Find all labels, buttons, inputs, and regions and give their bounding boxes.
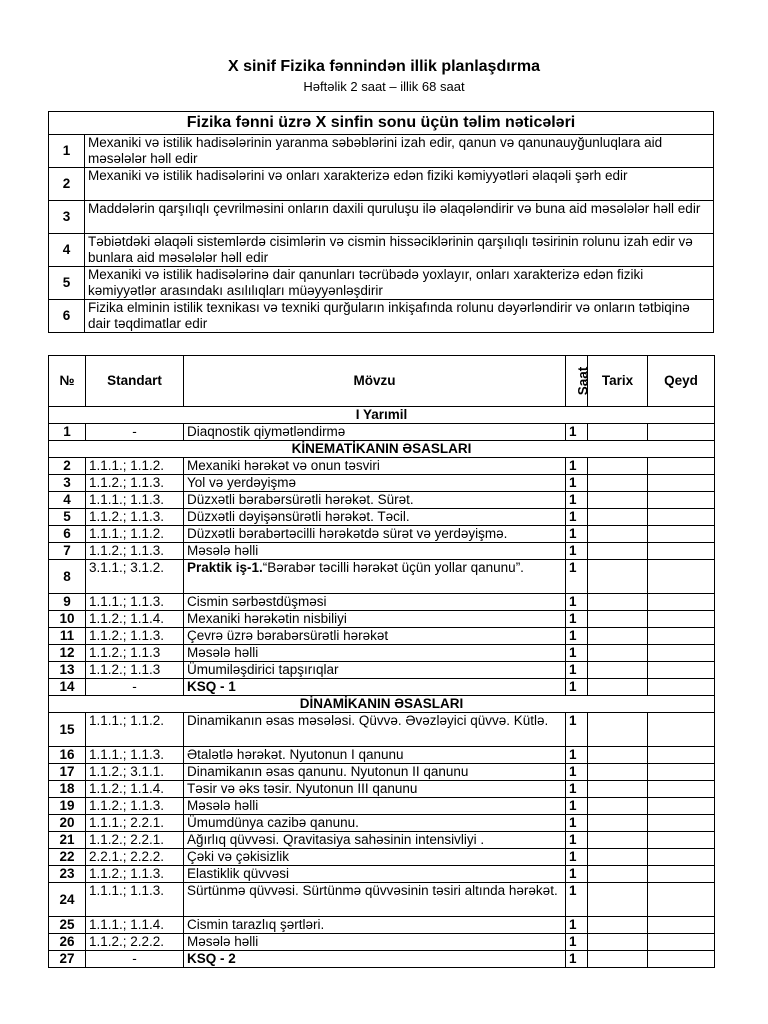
row-note bbox=[648, 645, 715, 662]
row-date bbox=[588, 798, 648, 815]
row-date bbox=[588, 713, 648, 747]
annual-plan-table bbox=[48, 355, 715, 968]
col-header-note: Qeyd bbox=[648, 356, 715, 407]
table-row bbox=[49, 815, 715, 832]
table-row bbox=[49, 832, 715, 849]
row-date bbox=[588, 509, 648, 526]
row-standard: 1.1.2.; 1.1.4. bbox=[86, 781, 184, 798]
row-hours: 1 bbox=[566, 798, 588, 815]
row-number: 15 bbox=[49, 713, 86, 747]
row-hours: 1 bbox=[566, 951, 588, 968]
row-note bbox=[648, 611, 715, 628]
row-date bbox=[588, 747, 648, 764]
row-topic-text: Təsir və əks təsir. Nyutonun III qanunu bbox=[187, 781, 418, 796]
row-note bbox=[648, 849, 715, 866]
row-topic bbox=[184, 713, 566, 747]
row-note bbox=[648, 543, 715, 560]
row-topic bbox=[184, 509, 566, 526]
row-standard: 1.1.1.; 1.1.2. bbox=[86, 713, 184, 747]
row-number: 19 bbox=[49, 798, 86, 815]
row-hours: 1 bbox=[566, 475, 588, 492]
row-standard: 1.1.1.; 1.1.3. bbox=[86, 594, 184, 611]
table-row bbox=[49, 458, 715, 475]
row-number: 9 bbox=[49, 594, 86, 611]
row-date bbox=[588, 815, 648, 832]
row-hours: 1 bbox=[566, 560, 588, 594]
row-date bbox=[588, 628, 648, 645]
row-hours: 1 bbox=[566, 849, 588, 866]
row-topic bbox=[184, 543, 566, 560]
row-topic bbox=[184, 628, 566, 645]
outcome-row bbox=[49, 267, 714, 300]
row-number: 1 bbox=[49, 424, 86, 441]
row-standard: 1.1.2.; 1.1.3 bbox=[86, 645, 184, 662]
row-date bbox=[588, 458, 648, 475]
row-number: 22 bbox=[49, 849, 86, 866]
section-row bbox=[49, 696, 715, 713]
row-hours: 1 bbox=[566, 883, 588, 917]
table-row bbox=[49, 662, 715, 679]
row-topic bbox=[184, 798, 566, 815]
row-note bbox=[648, 747, 715, 764]
outcome-number: 1 bbox=[49, 135, 85, 168]
table-row bbox=[49, 424, 715, 441]
outcome-text: Mexaniki və istilik hadisələrini və onları xarakterizə edən fiziki kəmiyyətləri əlaqəli şərh edir bbox=[85, 168, 714, 201]
row-note bbox=[648, 781, 715, 798]
table-row bbox=[49, 781, 715, 798]
row-topic-text: Sürtünmə qüvvəsi. Sürtünmə qüvvəsinin təsiri altında hərəkət. bbox=[187, 883, 558, 898]
outcome-number: 6 bbox=[49, 300, 85, 333]
table-row bbox=[49, 526, 715, 543]
col-header-hours-label: Saat bbox=[575, 366, 591, 396]
row-number: 10 bbox=[49, 611, 86, 628]
row-number: 21 bbox=[49, 832, 86, 849]
row-topic bbox=[184, 645, 566, 662]
row-topic-text: Düzxətli dəyişənsürətli hərəkət. Təcil. bbox=[187, 509, 410, 524]
row-number: 12 bbox=[49, 645, 86, 662]
table-row bbox=[49, 475, 715, 492]
row-standard: 1.1.2.; 3.1.1. bbox=[86, 764, 184, 781]
row-note bbox=[648, 509, 715, 526]
table-row bbox=[49, 611, 715, 628]
page-title: X sinif Fizika fənnindən illik planlaşdırma bbox=[227, 58, 541, 75]
outcomes-heading-row bbox=[49, 112, 714, 135]
outcome-text: Fizika elminin istilik texnikası və texniki qurğuların inkişafında rolunu dəyərləndirir və onların tətbiqinə dair təqdimatlar edir bbox=[85, 300, 714, 333]
row-date bbox=[588, 849, 648, 866]
table-row bbox=[49, 560, 715, 594]
row-hours: 1 bbox=[566, 509, 588, 526]
row-topic-text: KSQ - 1 bbox=[187, 679, 236, 694]
row-note bbox=[648, 492, 715, 509]
row-topic bbox=[184, 934, 566, 951]
row-topic bbox=[184, 492, 566, 509]
outcome-number: 5 bbox=[49, 267, 85, 300]
plan-header-row bbox=[49, 356, 715, 407]
row-topic bbox=[184, 679, 566, 696]
row-number: 24 bbox=[49, 883, 86, 917]
row-date bbox=[588, 560, 648, 594]
row-topic-text: “Bərabər təcilli hərəkət üçün yollar qanunu”. bbox=[262, 560, 524, 575]
row-topic bbox=[184, 883, 566, 917]
row-date bbox=[588, 951, 648, 968]
row-topic-text: Düzxətli bərabərsürətli hərəkət. Sürət. bbox=[187, 492, 414, 507]
section-row bbox=[49, 441, 715, 458]
row-date bbox=[588, 917, 648, 934]
row-date bbox=[588, 492, 648, 509]
row-topic bbox=[184, 424, 566, 441]
row-standard: 1.1.2.; 1.1.3. bbox=[86, 628, 184, 645]
row-date bbox=[588, 832, 648, 849]
table-row bbox=[49, 849, 715, 866]
col-header-date: Tarix bbox=[588, 356, 648, 407]
row-note bbox=[648, 679, 715, 696]
row-note bbox=[648, 628, 715, 645]
row-note bbox=[648, 526, 715, 543]
table-row bbox=[49, 679, 715, 696]
row-hours: 1 bbox=[566, 543, 588, 560]
outcome-text: Təbiətdəki əlaqəli sistemlərdə cisimlərin və cismin hissəciklərinin qarşılıqlı təsirinin rolunu izah edir və bunlara aid məsələlər həll edir bbox=[85, 234, 714, 267]
row-hours: 1 bbox=[566, 866, 588, 883]
row-topic-text: Diaqnostik qiymətləndirmə bbox=[187, 424, 346, 439]
row-hours: 1 bbox=[566, 645, 588, 662]
row-standard: 1.1.1.; 1.1.2. bbox=[86, 458, 184, 475]
outcome-row bbox=[49, 135, 714, 168]
row-note bbox=[648, 713, 715, 747]
row-number: 18 bbox=[49, 781, 86, 798]
row-note bbox=[648, 424, 715, 441]
row-number: 5 bbox=[49, 509, 86, 526]
table-row bbox=[49, 917, 715, 934]
outcome-text: Mexaniki və istilik hadisələrinin yaranma səbəblərini izah edir, qanun və qanunauyğunluqlara aid məsələlər həll edir bbox=[85, 135, 714, 168]
row-date bbox=[588, 934, 648, 951]
section-label: KİNEMATİKANIN ƏSASLARI bbox=[49, 441, 715, 458]
row-number: 13 bbox=[49, 662, 86, 679]
row-topic bbox=[184, 662, 566, 679]
row-date bbox=[588, 866, 648, 883]
learning-outcomes-table bbox=[48, 111, 714, 333]
row-standard: 1.1.2.; 1.1.3. bbox=[86, 543, 184, 560]
row-hours: 1 bbox=[566, 628, 588, 645]
row-note bbox=[648, 475, 715, 492]
row-topic-text: Yol və yerdəyişmə bbox=[187, 475, 297, 490]
row-hours: 1 bbox=[566, 526, 588, 543]
row-topic bbox=[184, 815, 566, 832]
row-topic bbox=[184, 951, 566, 968]
row-number: 25 bbox=[49, 917, 86, 934]
row-standard: 1.1.1.; 1.1.3. bbox=[86, 883, 184, 917]
row-note bbox=[648, 866, 715, 883]
row-standard: 1.1.1.; 2.2.1. bbox=[86, 815, 184, 832]
row-hours: 1 bbox=[566, 917, 588, 934]
row-topic-text: Düzxətli bərabərtəcilli hərəkətdə sürət və yerdəyişmə. bbox=[187, 526, 508, 541]
row-topic bbox=[184, 594, 566, 611]
row-topic-text: Mexaniki hərəkət və onun təsviri bbox=[187, 458, 380, 473]
row-topic bbox=[184, 781, 566, 798]
table-row bbox=[49, 492, 715, 509]
col-header-topic: Mövzu bbox=[184, 356, 566, 407]
row-date bbox=[588, 679, 648, 696]
row-note bbox=[648, 594, 715, 611]
row-date bbox=[588, 475, 648, 492]
row-note bbox=[648, 883, 715, 917]
table-row bbox=[49, 951, 715, 968]
row-topic bbox=[184, 832, 566, 849]
row-topic bbox=[184, 764, 566, 781]
row-hours: 1 bbox=[566, 781, 588, 798]
row-standard: 1.1.1.; 1.1.3. bbox=[86, 492, 184, 509]
row-note bbox=[648, 458, 715, 475]
row-topic bbox=[184, 475, 566, 492]
row-number: 2 bbox=[49, 458, 86, 475]
table-row bbox=[49, 747, 715, 764]
row-standard: 1.1.1.; 1.1.2. bbox=[86, 526, 184, 543]
row-number: 7 bbox=[49, 543, 86, 560]
row-hours: 1 bbox=[566, 424, 588, 441]
row-number: 14 bbox=[49, 679, 86, 696]
row-number: 26 bbox=[49, 934, 86, 951]
outcome-row bbox=[49, 300, 714, 333]
row-note bbox=[648, 832, 715, 849]
table-row bbox=[49, 543, 715, 560]
table-row bbox=[49, 628, 715, 645]
outcome-text: Mexaniki və istilik hadisələrinə dair qanunları təcrübədə yoxlayır, onları xarakterizə edən fiziki kəmiyyətlər arasındakı asılılıqları müəyyənləşdirir bbox=[85, 267, 714, 300]
row-hours: 1 bbox=[566, 815, 588, 832]
row-topic-text: Məsələ həlli bbox=[187, 934, 259, 949]
row-date bbox=[588, 645, 648, 662]
row-date bbox=[588, 764, 648, 781]
row-hours: 1 bbox=[566, 458, 588, 475]
row-topic-text: Məsələ həlli bbox=[187, 543, 259, 558]
row-topic bbox=[184, 458, 566, 475]
row-hours: 1 bbox=[566, 492, 588, 509]
row-number: 17 bbox=[49, 764, 86, 781]
col-header-hours bbox=[566, 356, 591, 407]
outcome-row bbox=[49, 201, 714, 234]
row-note bbox=[648, 815, 715, 832]
row-standard: 1.1.1.; 1.1.4. bbox=[86, 917, 184, 934]
row-topic-text: Dinamikanın əsas qanunu. Nyutonun II qanunu bbox=[187, 764, 469, 779]
row-date bbox=[588, 611, 648, 628]
row-date bbox=[588, 543, 648, 560]
row-topic bbox=[184, 611, 566, 628]
row-hours: 1 bbox=[566, 934, 588, 951]
row-date bbox=[588, 883, 648, 917]
table-row bbox=[49, 883, 715, 917]
row-hours: 1 bbox=[566, 713, 588, 747]
row-topic-text: Məsələ həlli bbox=[187, 645, 259, 660]
row-topic-text: Çəki və çəkisizlik bbox=[187, 849, 290, 864]
row-date bbox=[588, 526, 648, 543]
row-standard: 1.1.2.; 1.1.3. bbox=[86, 509, 184, 526]
row-date bbox=[588, 594, 648, 611]
row-standard: 2.2.1.; 2.2.2. bbox=[86, 849, 184, 866]
row-topic bbox=[184, 917, 566, 934]
row-standard: 1.1.2.; 1.1.3. bbox=[86, 866, 184, 883]
row-topic-text: Ağırlıq qüvvəsi. Qravitasiya sahəsinin intensivliyi . bbox=[187, 832, 485, 847]
col-header-number: № bbox=[49, 356, 86, 407]
semester-label: I Yarımil bbox=[49, 407, 715, 424]
row-hours: 1 bbox=[566, 594, 588, 611]
row-topic-text: Elastiklik qüvvəsi bbox=[187, 866, 290, 881]
outcome-text: Maddələrin qarşılıqlı çevrilməsini onların daxili quruluşu ilə əlaqələndirir və buna aid məsələlər həll edir bbox=[85, 201, 714, 234]
row-topic-text: Ümumdünya cazibə qanunu. bbox=[187, 815, 359, 830]
row-hours: 1 bbox=[566, 662, 588, 679]
row-number: 3 bbox=[49, 475, 86, 492]
semester-row bbox=[49, 407, 715, 424]
row-topic-text: Ətalətlə hərəkət. Nyutonun I qanunu bbox=[187, 747, 404, 762]
row-topic-text: Dinamikanın əsas məsələsi. Qüvvə. Əvəzləyici qüvvə. Kütlə. bbox=[187, 713, 549, 728]
row-date bbox=[588, 781, 648, 798]
row-number: 4 bbox=[49, 492, 86, 509]
row-topic-text: KSQ - 2 bbox=[187, 951, 236, 966]
row-topic-text: Cismin tarazlıq şərtləri. bbox=[187, 917, 325, 932]
row-topic-text: Ümumiləşdirici tapşırıqlar bbox=[187, 662, 339, 677]
page-subtitle: Həftəlik 2 saat – illik 68 saat bbox=[303, 79, 465, 94]
row-note bbox=[648, 798, 715, 815]
row-standard: - bbox=[86, 679, 184, 696]
table-row bbox=[49, 713, 715, 747]
row-topic-text: Məsələ həlli bbox=[187, 798, 259, 813]
row-note bbox=[648, 917, 715, 934]
row-date bbox=[588, 662, 648, 679]
row-number: 16 bbox=[49, 747, 86, 764]
row-number: 6 bbox=[49, 526, 86, 543]
row-standard: 1.1.2.; 1.1.3. bbox=[86, 798, 184, 815]
row-standard: 1.1.1.; 1.1.3. bbox=[86, 747, 184, 764]
row-standard: - bbox=[86, 424, 184, 441]
row-standard: 1.1.2.; 1.1.4. bbox=[86, 611, 184, 628]
row-number: 27 bbox=[49, 951, 86, 968]
table-row bbox=[49, 764, 715, 781]
row-standard: 3.1.1.; 3.1.2. bbox=[86, 560, 184, 594]
row-standard: 1.1.2.; 1.1.3 bbox=[86, 662, 184, 679]
row-hours: 1 bbox=[566, 679, 588, 696]
table-row bbox=[49, 594, 715, 611]
row-topic bbox=[184, 866, 566, 883]
row-note bbox=[648, 934, 715, 951]
outcome-row bbox=[49, 234, 714, 267]
row-note bbox=[648, 951, 715, 968]
row-standard: 1.1.2.; 2.2.1. bbox=[86, 832, 184, 849]
col-header-standard: Standart bbox=[86, 356, 184, 407]
row-topic-text: Mexaniki hərəkətin nisbiliyi bbox=[187, 611, 347, 626]
row-standard: 1.1.2.; 2.2.2. bbox=[86, 934, 184, 951]
row-date bbox=[588, 424, 648, 441]
outcome-row bbox=[49, 168, 714, 201]
row-note bbox=[648, 764, 715, 781]
row-hours: 1 bbox=[566, 764, 588, 781]
row-number: 20 bbox=[49, 815, 86, 832]
row-standard: - bbox=[86, 951, 184, 968]
table-row bbox=[49, 798, 715, 815]
row-topic-text: Cismin sərbəstdüşməsi bbox=[187, 594, 327, 609]
table-row bbox=[49, 645, 715, 662]
row-number: 8 bbox=[49, 560, 86, 594]
table-row bbox=[49, 866, 715, 883]
row-standard: 1.1.2.; 1.1.3. bbox=[86, 475, 184, 492]
row-hours: 1 bbox=[566, 832, 588, 849]
outcome-number: 4 bbox=[49, 234, 85, 267]
outcome-number: 3 bbox=[49, 201, 85, 234]
table-row bbox=[49, 934, 715, 951]
row-hours: 1 bbox=[566, 611, 588, 628]
row-topic-text: Çevrə üzrə bərabərsürətli hərəkət bbox=[187, 628, 389, 643]
row-number: 23 bbox=[49, 866, 86, 883]
row-number: 11 bbox=[49, 628, 86, 645]
section-label: DİNAMİKANIN ƏSASLARI bbox=[49, 696, 715, 713]
outcomes-heading: Fizika fənni üzrə X sinfin sonu üçün təlim nəticələri bbox=[49, 112, 714, 135]
row-note bbox=[648, 662, 715, 679]
row-hours: 1 bbox=[566, 747, 588, 764]
table-row bbox=[49, 509, 715, 526]
row-note bbox=[648, 560, 715, 594]
row-topic bbox=[184, 747, 566, 764]
outcome-number: 2 bbox=[49, 168, 85, 201]
row-topic bbox=[184, 849, 566, 866]
row-topic-prefix: Praktik iş-1. bbox=[187, 560, 263, 575]
row-topic bbox=[184, 560, 566, 594]
row-topic bbox=[184, 526, 566, 543]
